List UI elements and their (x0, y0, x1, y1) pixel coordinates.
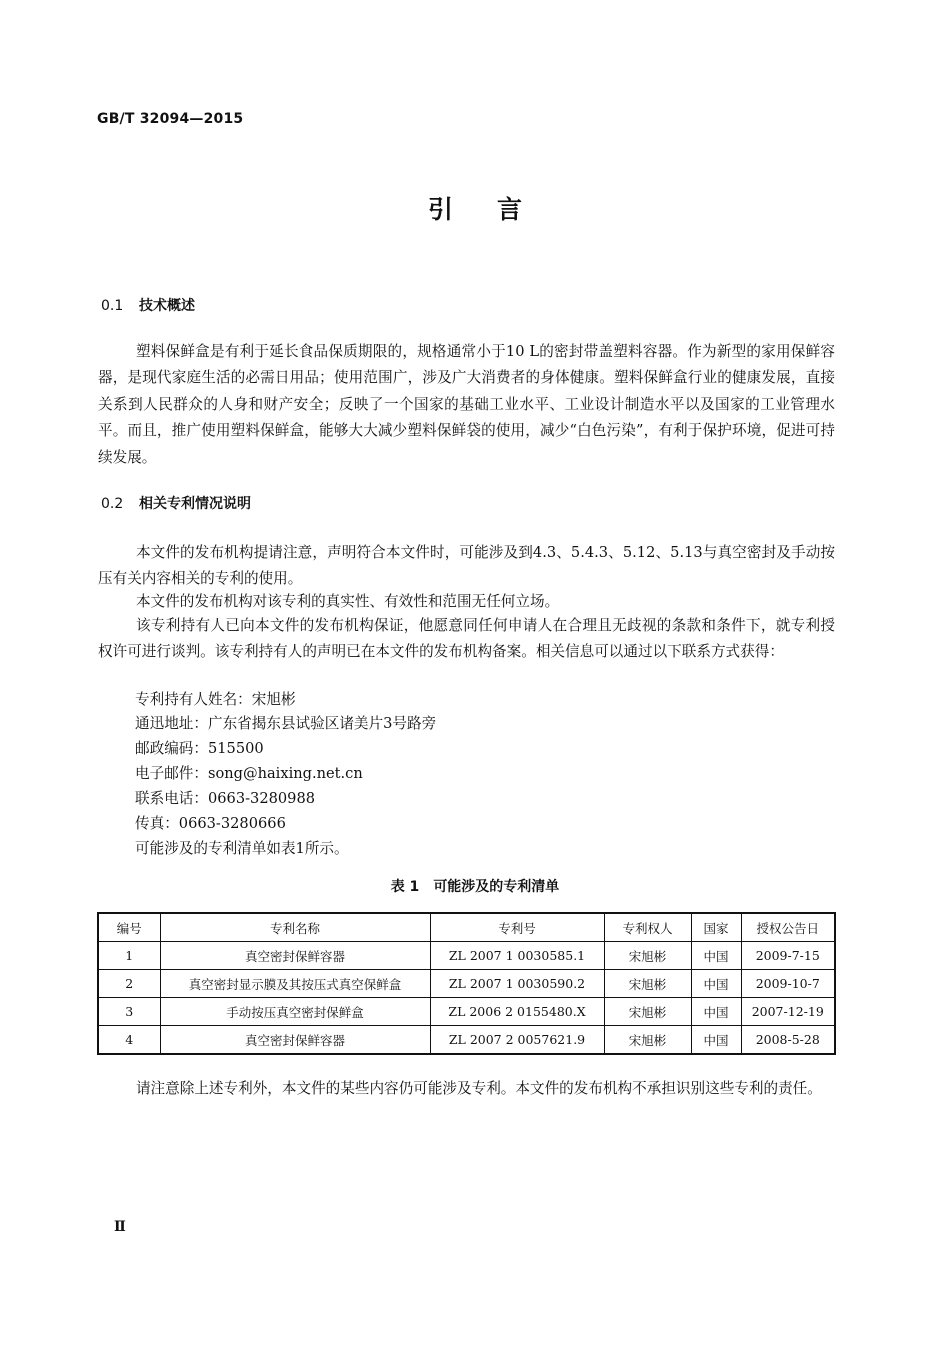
table-row (98, 970, 835, 998)
section-title: 相关专利情况说明 (139, 496, 251, 512)
section-heading-0-1 (101, 295, 195, 315)
contact-address: 通迅地址：广东省揭东县试验区诸美片3号路旁 (135, 715, 437, 732)
table-cell: 2 (98, 970, 160, 998)
table-cell: 中国 (691, 998, 741, 1026)
table-cell: 宋旭彬 (604, 942, 691, 970)
contact-email: 电子邮件：song@haixing.net.cn (135, 765, 363, 782)
contact-fax: 传真：0663-3280666 (135, 815, 286, 832)
table-row (98, 1026, 835, 1055)
header-cell: 国家 (691, 913, 741, 942)
page-number: Ⅱ (114, 1219, 126, 1235)
table-cell: 宋旭彬 (604, 1026, 691, 1055)
table-caption-number: 表 1 (390, 879, 420, 895)
table-row (98, 942, 835, 970)
contact-postcode: 邮政编码：515500 (135, 740, 264, 757)
header-cell: 授权公告日 (741, 913, 835, 942)
table-header-row (98, 913, 835, 942)
patent-table (97, 912, 836, 1055)
paragraph-closing-note: 请注意除上述专利外，本文件的某些内容仍可能涉及专利。本文件的发布机构不承担识别这些专利的责任。 (135, 1080, 822, 1097)
table-cell: 4 (98, 1026, 160, 1055)
table-cell: 宋旭彬 (604, 998, 691, 1026)
header-cell: 专利名称 (160, 913, 430, 942)
table-cell: 手动按压真空密封保鲜盒 (160, 998, 430, 1026)
table-cell: 真空密封保鲜容器 (160, 942, 430, 970)
table-cell: ZL 2007 1 0030590.2 (430, 970, 604, 998)
table-cell: 2007-12-19 (741, 998, 835, 1026)
page-title (0, 190, 950, 226)
table-cell: ZL 2006 2 0155480.X (430, 998, 604, 1026)
table-cell: 真空密封显示膜及其按压式真空保鲜盒 (160, 970, 430, 998)
table-cell: 2009-10-7 (741, 970, 835, 998)
section-number: 0.1 (101, 298, 124, 314)
title-char-1: 引 (427, 195, 453, 224)
table-cell: 2009-7-15 (741, 942, 835, 970)
table-caption-title: 可能涉及的专利清单 (433, 879, 560, 895)
table-cell: 宋旭彬 (604, 970, 691, 998)
table-cell: 中国 (691, 970, 741, 998)
header-cell: 专利权人 (604, 913, 691, 942)
table-cell: ZL 2007 2 0057621.9 (430, 1026, 604, 1055)
table-cell: ZL 2007 1 0030585.1 (430, 942, 604, 970)
standard-code: GB/T 32094—2015 (97, 111, 244, 127)
section-number: 0.2 (101, 496, 124, 512)
header-cell: 专利号 (430, 913, 604, 942)
table-cell: 中国 (691, 942, 741, 970)
table-caption (0, 876, 950, 896)
section-title: 技术概述 (139, 298, 195, 314)
table-cell: 2008-5-28 (741, 1026, 835, 1055)
table-cell: 3 (98, 998, 160, 1026)
header-cell: 编号 (98, 913, 160, 942)
contact-phone: 联系电话：0663-3280988 (135, 790, 316, 807)
table-cell: 真空密封保鲜容器 (160, 1026, 430, 1055)
patent-list-note: 可能涉及的专利清单如表1所示。 (135, 840, 349, 857)
table-cell: 1 (98, 942, 160, 970)
paragraph-patent-notice: 本文件的发布机构提请注意，声明符合本文件时，可能涉及到4.3、5.4.3、5.12、5.13与真空密封及手动按压有关内容相关的专利的使用。 (98, 544, 835, 588)
section-heading-0-2 (101, 493, 251, 513)
paragraph-overview: 塑料保鲜盒是有利于延长食品保质期限的，规格通常小于10 L的密封带盖塑料容器。作为新型的家用保鲜容器，是现代家庭生活的必需日用品；使用范围广，涉及广大消费者的身体健康。塑料保鲜盒行业的健康发展，直接关系到人民群众的人身和财产安全；反映了一个国家的基础工业水平、工业设计制造水平以及国家的工业管理水平。而且，推广使用塑料保鲜盒，能够大大减少塑料保鲜袋的使用，减少“白色污染”，有利于保护环境，促进可持续发展。 (98, 343, 835, 466)
table-row (98, 998, 835, 1026)
paragraph-no-position: 本文件的发布机构对该专利的真实性、有效性和范围无任何立场。 (135, 593, 560, 610)
table-cell: 中国 (691, 1026, 741, 1055)
contact-holder-name: 专利持有人姓名：宋旭彬 (135, 691, 296, 708)
paragraph-holder-statement: 该专利持有人已向本文件的发布机构保证，他愿意同任何申请人在合理且无歧视的条款和条件下，就专利授权许可进行谈判。该专利持有人的声明已在本文件的发布机构备案。相关信息可以通过以下联系方式获得： (98, 617, 835, 661)
title-char-2: 言 (497, 195, 523, 224)
